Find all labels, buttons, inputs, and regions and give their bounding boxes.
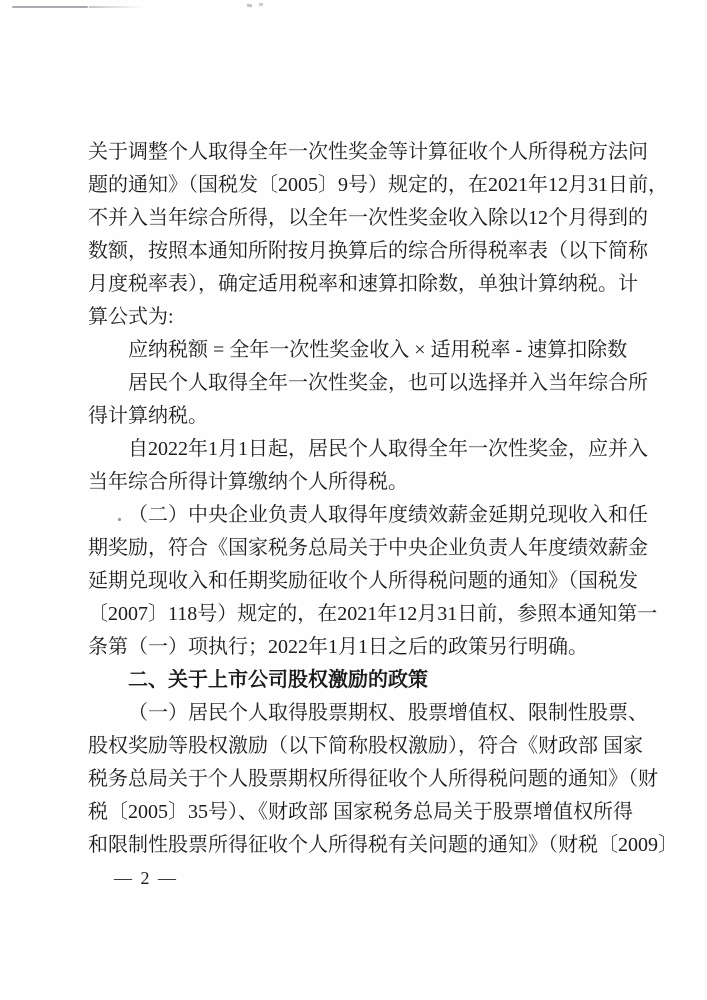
- text-line: （一）居民个人取得股票期权、股票增值权、限制性股票、: [128, 702, 648, 724]
- document-body: [88, 136, 678, 862]
- text-line: 税〔2005〕35号）、《财政部 国家税务总局关于股票增值权所得: [88, 801, 633, 823]
- text-line: 和限制性股票所得征收个人所得税有关问题的通知》（财税〔2009〕: [88, 834, 678, 856]
- scan-speck: [247, 4, 252, 8]
- text-line: 题的通知》（国税发〔2005〕9号）规定的，在2021年12月31日前，: [88, 174, 668, 196]
- text-line: 关于调整个人取得全年一次性奖金等计算征收个人所得税方法问: [88, 141, 648, 163]
- scan-streak-artifact: [12, 6, 88, 8]
- text-line: 条第（一）项执行；2022年1月1日之后的政策另行明确。: [88, 636, 588, 658]
- text-line: 数额，按照本通知所附按月换算后的综合所得税率表（以下简称: [88, 240, 648, 262]
- scan-speck: [259, 3, 263, 6]
- page-number: — 2 —: [114, 868, 178, 888]
- text-line: 期奖励，符合《国家税务总局关于中央企业负责人年度绩效薪金: [88, 537, 648, 559]
- text-line: 股权奖励等股权激励（以下简称股权激励），符合《财政部 国家: [88, 735, 643, 757]
- text-line: 得计算纳税。: [88, 405, 208, 427]
- text-line: 自2022年1月1日起，居民个人取得全年一次性奖金，应并入: [128, 438, 648, 460]
- text-line: 算公式为:: [88, 306, 174, 328]
- text-line: 〔2007〕118号）规定的，在2021年12月31日前，参照本通知第一: [88, 603, 658, 625]
- text-line: 延期兑现收入和任期奖励征收个人所得税问题的通知》（国税发: [88, 570, 638, 592]
- text-line: 税务总局关于个人股票期权所得征收个人所得税问题的通知》（财: [88, 768, 658, 790]
- text-line: 当年综合所得计算缴纳个人所得税。: [88, 471, 408, 493]
- section-heading: 二、关于上市公司股权激励的政策: [128, 669, 428, 691]
- text-line: 月度税率表），确定适用税率和速算扣除数，单独计算纳税。计: [88, 273, 638, 295]
- text-line: 不并入当年综合所得，以全年一次性奖金收入除以12个月得到的: [88, 207, 648, 229]
- text-line: （二）中央企业负责人取得年度绩效薪金延期兑现收入和任: [128, 504, 648, 526]
- text-line: 居民个人取得全年一次性奖金，也可以选择并入当年综合所: [128, 372, 648, 394]
- text-line: 应纳税额 = 全年一次性奖金收入 × 适用税率 - 速算扣除数: [128, 339, 628, 361]
- scan-streak-tail-artifact: [89, 6, 145, 8]
